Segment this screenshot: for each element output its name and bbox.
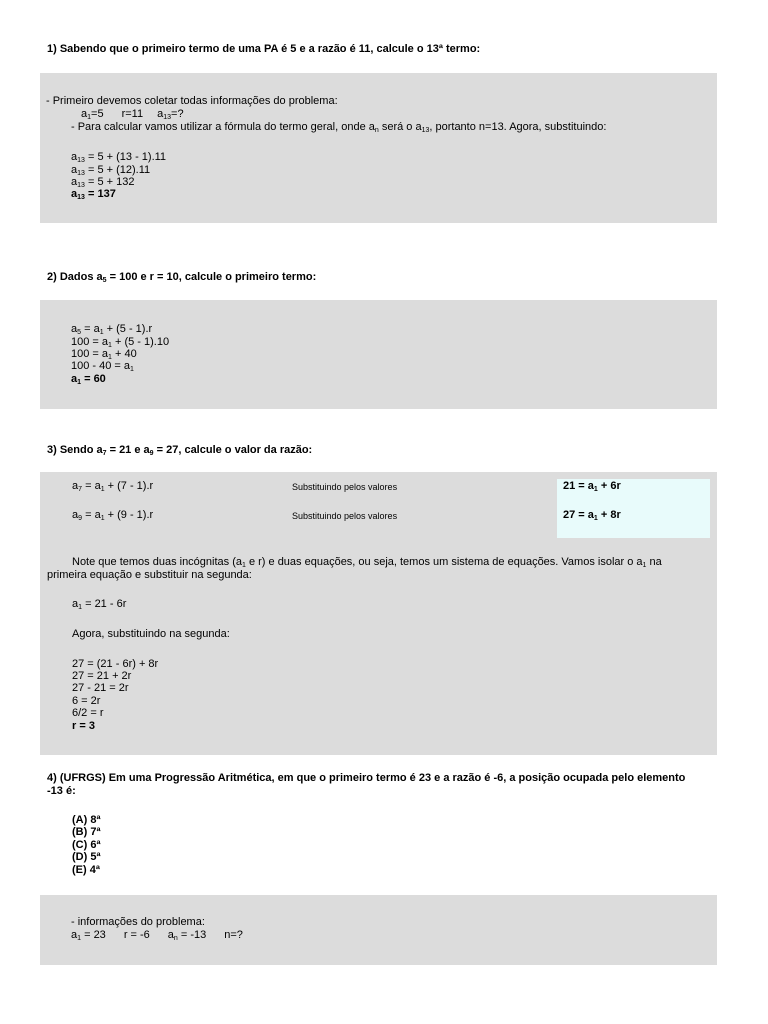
q3-step-1: 27 = (21 - 6r) + 8r xyxy=(72,658,159,670)
q1-result: $a_{13} = 137$ xyxy=(71,188,116,201)
q4-data: $a_1 = 23$ r = -6 $a_n = -13$ n=? xyxy=(71,929,243,942)
q2-step-3: $100 = a_1 + 40$ xyxy=(71,348,137,361)
q3-note-line-2: primeira equação e substituir na segunda: xyxy=(47,569,252,581)
option-c: (C) 6ª xyxy=(72,839,101,851)
question-1-title: 1) Sabendo que o primeiro termo de uma PA é 5 e a razão é 11, calcule o 13ª termo: xyxy=(47,43,481,55)
q3-step-4: 6 = 2r xyxy=(72,695,101,707)
option-d: (D) 5ª xyxy=(72,851,101,863)
q1-a1: 5 xyxy=(97,108,104,120)
q3-eq-1: $a_7 = a_1 + (7 - 1).r$ xyxy=(72,480,154,493)
q2-step-2: $100 = a_1 + (5 - 1).10$ xyxy=(71,336,170,349)
option-e: (E) 4ª xyxy=(72,864,100,876)
q1-data: $a_1=5$ r=11 $a_{13}=$? xyxy=(81,108,184,121)
q1-formula: - Para calcular vamos utilizar a fórmula do termo geral, onde $a_n$ será o $a_{13}$, portanto n=13. Agora, substituindo: xyxy=(71,121,607,134)
q3-result-2: $27 = a_1 + 8r$ xyxy=(563,509,621,522)
q1-intro: - Primeiro devemos coletar todas informações do problema: xyxy=(46,95,338,107)
q3-step-3: 27 - 21 = 2r xyxy=(72,682,129,694)
q3-agora: Agora, substituindo na segunda: xyxy=(72,628,230,640)
q1-step-3: $a_{13} = 5 + 132$ xyxy=(71,176,135,189)
q1-step-1: $a_{13} = 5 + (13 - 1).11$ xyxy=(71,151,167,164)
q3-result: r = 3 xyxy=(72,720,95,732)
question-4-title-line-2: -13 é: xyxy=(47,785,76,797)
q3-isolated: $a_1 = 21 - 6r$ xyxy=(72,598,127,611)
q3-step-2: 27 = 21 + 2r xyxy=(72,670,132,682)
solution-box-2 xyxy=(40,300,717,409)
q3-step-5: 6/2 = r xyxy=(72,707,104,719)
q1-r: r=11 xyxy=(121,108,144,120)
q3-subst-label-2: Substituindo pelos valores xyxy=(292,511,398,521)
q3-subst-label-1: Substituindo pelos valores xyxy=(292,482,398,492)
q2-result: $a_1 = 60$ xyxy=(71,373,106,386)
q1-a13: =? xyxy=(171,108,184,120)
q3-result-1: $21 = a_1 + 6r$ xyxy=(563,480,621,493)
solution-box-1 xyxy=(40,73,717,223)
q3-note-line-1: Note que temos duas incógnitas ($a_1$ e r) e duas equações, ou seja, temos um sistema de equações. Vamos isolar o $a_1$ na xyxy=(72,556,662,569)
q3-eq-2: $a_9 = a_1 + (9 - 1).r$ xyxy=(72,509,154,522)
option-b: (B) 7ª xyxy=(72,826,101,838)
q4-info: - informações do problema: xyxy=(71,916,205,928)
question-4-title-line-1: 4) (UFRGS) Em uma Progressão Aritmética, em que o primeiro termo é 23 e a razão é -6, a posição ocupada pelo elemento xyxy=(47,772,686,784)
option-a: (A) 8ª xyxy=(72,814,101,826)
q2-step-1: $a_5 = a_1 + (5 - 1).r$ xyxy=(71,323,153,336)
question-3-title: 3) Sendo $a_7 = 21$ e $a_9 = 27$, calcule o valor da razão: xyxy=(47,444,313,457)
q1-step-2: $a_{13} = 5 + (12).11$ xyxy=(71,164,151,177)
question-2-title: 2) Dados $a_5 = 100$ e r = 10, calcule o primeiro termo: xyxy=(47,271,317,284)
solution-box-4 xyxy=(40,895,717,965)
q2-step-4: $100 - 40 = a_1$ xyxy=(71,360,134,373)
